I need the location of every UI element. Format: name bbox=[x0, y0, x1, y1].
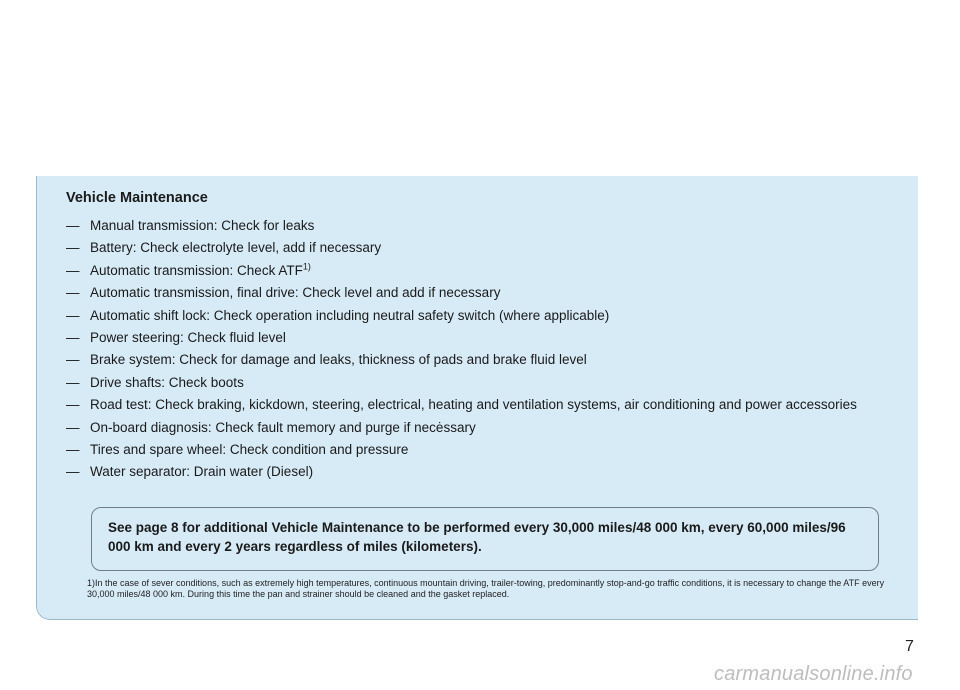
list-item-text: Road test: Check braking, kickdown, steering, electrical, heating and ventilation systems, air conditioning and power accessories bbox=[90, 397, 857, 413]
list-item-text: Power steering: Check fluid level bbox=[90, 329, 286, 345]
list-item-text: Battery: Check electrolyte level, add if necessary bbox=[90, 240, 382, 256]
list-item bbox=[66, 418, 886, 437]
section-title: Vehicle Maintenance bbox=[66, 190, 208, 206]
list-item-text: Manual transmission: Check for leaks bbox=[90, 218, 315, 233]
list-item bbox=[66, 395, 886, 414]
note-box: See page 8 for additional Vehicle Maintenance to be performed every 30,000 miles/48 000 km, every 60,000 miles/96 000 km and every 2 years regardless of miles (kilometers). bbox=[91, 507, 879, 571]
list-item-text: Automatic transmission: Check ATF bbox=[90, 262, 303, 278]
watermark: carmanualsonline.info bbox=[714, 663, 913, 685]
list-item bbox=[66, 328, 886, 347]
list-item-text: On-board diagnosis: Check fault memory and purge if necėssary bbox=[90, 419, 476, 435]
list-item bbox=[66, 462, 886, 481]
list-item bbox=[66, 283, 886, 302]
list-item bbox=[66, 440, 886, 459]
list-item-text: Automatic transmission, final drive: Check level and add if necessary bbox=[90, 285, 501, 301]
page-number: 7 bbox=[905, 638, 914, 655]
maintenance-panel bbox=[36, 176, 918, 620]
list-item bbox=[66, 306, 886, 325]
maintenance-list bbox=[66, 216, 886, 485]
list-item bbox=[66, 373, 886, 392]
list-item bbox=[66, 350, 886, 369]
list-item-text: Drive shafts: Check boots bbox=[90, 374, 244, 390]
list-item bbox=[66, 216, 886, 235]
list-item-text: Water separator: Drain water (Diesel) bbox=[90, 464, 314, 480]
list-item-text: Tires and spare wheel: Check condition and pressure bbox=[90, 441, 409, 457]
list-item bbox=[66, 261, 886, 280]
list-item-text: Brake system: Check for damage and leaks, thickness of pads and brake fluid level bbox=[90, 352, 587, 368]
list-item bbox=[66, 238, 886, 257]
footnote: 1)In the case of sever conditions, such as extremely high temperatures, continuous mountain driving, trailer-towing, predominantly stop-and-go traffic conditions, it is necessary to change the ATF every 30,000 miles/48 000 km. During this time the pan and strainer should be cleaned and the gasket replaced. bbox=[87, 578, 885, 599]
list-item-text: Automatic shift lock: Check operation including neutral safety switch (where applicable) bbox=[90, 307, 610, 323]
footnote-marker: 1) bbox=[302, 261, 311, 272]
